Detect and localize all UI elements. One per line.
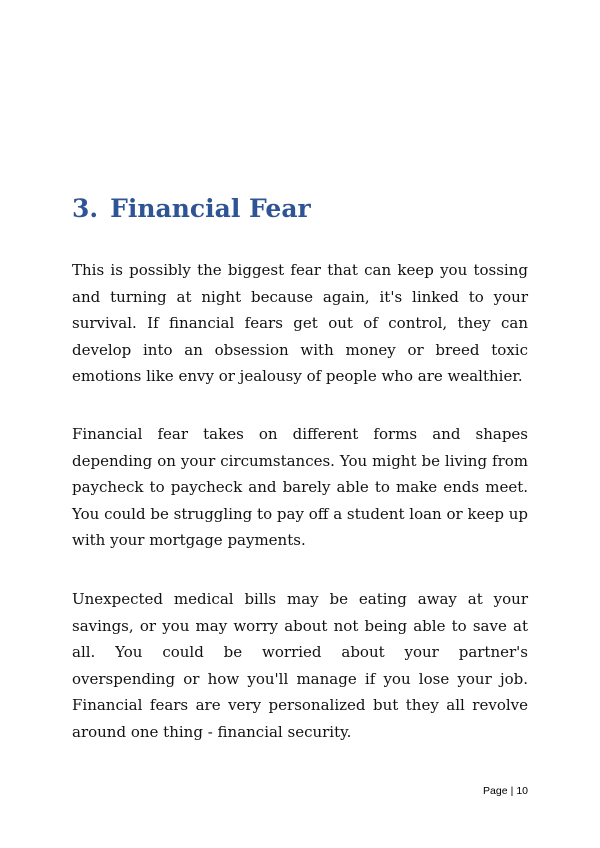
page-separator: | (510, 785, 514, 797)
section-title: Financial Fear (110, 194, 311, 223)
paragraph-1: This is possibly the biggest fear that can keep you tossing and turning at night because again, it's linked to your survival. If financial fears get out of control, they can develop into an obsession with money or breed toxic emotions like envy or jealousy of people who are wealthier. (72, 261, 528, 386)
page-footer (483, 784, 528, 798)
section-number: 3. (72, 194, 99, 223)
page-label: Page (483, 785, 508, 797)
paragraph-2: Financial fear takes on different forms and shapes depending on your circumstances. You might be living from paycheck to paycheck and barely able to make ends meet. You could be struggling to pay off a student loan or keep up with your mortgage payments. (72, 425, 528, 550)
page-number: 10 (516, 785, 528, 797)
paragraph-3: Unexpected medical bills may be eating away at your savings, or you may worry about not being able to save at all. You could be worried about your partner's overspending or how you'll manage if you lose your job. Financial fears are very personalized but they all revolve around one thing - financial security. (72, 590, 528, 741)
section-heading (72, 193, 311, 225)
